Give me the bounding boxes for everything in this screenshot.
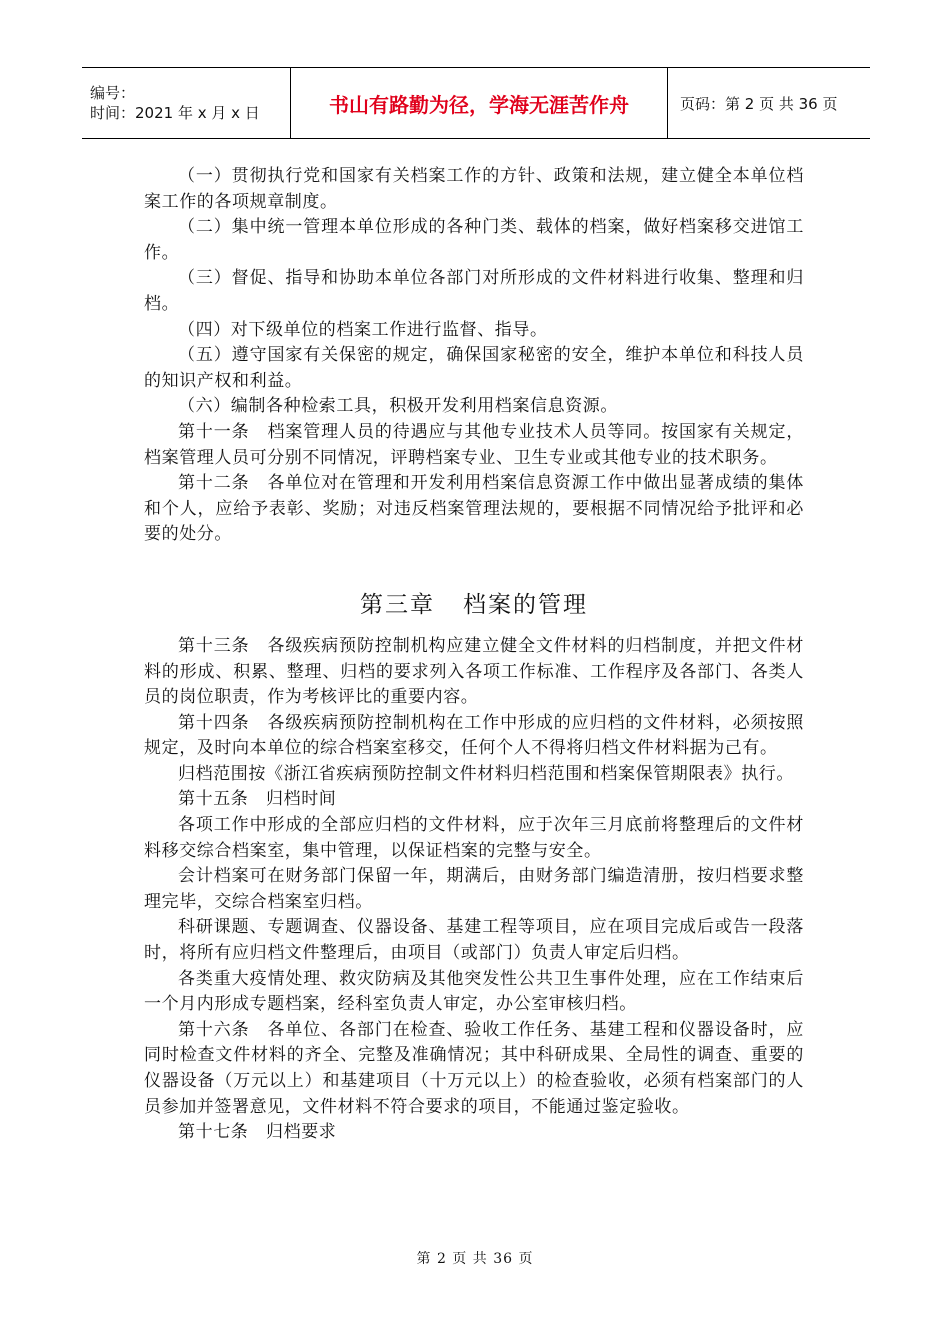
paragraph: （一）贯彻执行党和国家有关档案工作的方针、政策和法规，建立健全本单位档案工作的各项规章制度。	[144, 166, 804, 212]
chapter-number: 第三章	[360, 591, 435, 618]
chapter-heading	[144, 588, 804, 622]
paragraph: （四）对下级单位的档案工作进行监督、指导。	[178, 319, 548, 340]
paragraph: 第十六条 各单位、各部门在检查、验收工作任务、基建工程和仪器设备时，应同时检查文件材料的齐全、完整及准确情况；其中科研成果、全局性的调查、重要的仪器设备（万元以上）和基建项目（十万元以上）的检查验收，必须有档案部门的人员参加并签署意见，文件材料不符合要求的项目，不能通过鉴定验收。	[144, 1019, 804, 1117]
paragraph: 第十七条 归档要求	[178, 1122, 337, 1143]
paragraph: 科研课题、专题调查、仪器设备、基建工程等项目，应在项目完成后或告一段落时，将所有应归档文件整理后，由项目（或部门）负责人审定后归档。	[144, 917, 804, 964]
document-date: 时间：2021 年 x 月 x 日	[90, 104, 260, 122]
header-motto: 书山有路勤为径，学海无涯苦作舟	[329, 92, 629, 117]
header-meta	[82, 68, 291, 138]
paragraph: 会计档案可在财务部门保留一年，期满后，由财务部门编造清册，按归档要求整理完毕，交综合档案室归档。	[144, 866, 804, 912]
page-footer: 第 2 页 共 36 页	[416, 1251, 534, 1267]
paragraph: 第十五条 归档时间	[178, 789, 337, 810]
paragraph: （五）遵守国家有关保密的规定，确保国家秘密的安全，维护本单位和科技人员的知识产权和利益。	[144, 345, 804, 391]
header-motto-cell	[291, 68, 668, 138]
paragraph: 第十一条 档案管理人员的待遇应与其他专业技术人员等同。按国家有关规定，档案管理人员可分别不同情况，评聘档案专业、卫生专业或其他专业的技术职务。	[144, 421, 804, 468]
paragraph: （六）编制各种检索工具，积极开发利用档案信息资源。	[178, 396, 618, 417]
paragraph: （二）集中统一管理本单位形成的各种门类、载体的档案，做好档案移交进馆工作。	[144, 217, 804, 263]
paragraph: 第十二条 各单位对在管理和开发利用档案信息资源工作中做出显著成绩的集体和个人，应给予表彰、奖励；对违反档案管理法规的，要根据不同情况给予批评和必要的处分。	[144, 473, 804, 545]
header-page-info: 页码：第 2 页 共 36 页	[680, 94, 838, 113]
paragraph: 各类重大疫情处理、救灾防病及其他突发性公共卫生事件处理，应在工作结束后一个月内形成专题档案，经科室负责人审定，办公室审核归档。	[144, 968, 804, 1015]
paragraph: 各项工作中形成的全部应归档的文件材料，应于次年三月底前将整理后的文件材料移交综合档案室，集中管理，以保证档案的完整与安全。	[144, 815, 804, 861]
document-body	[144, 164, 804, 1146]
page-header	[82, 67, 870, 139]
paragraph: 第十三条 各级疾病预防控制机构应建立健全文件材料的归档制度，并把文件材料的形成、积累、整理、归档的要求列入各项工作标准、工作程序及各部门、各类人员的岗位职责，作为考核评比的重要内容。	[144, 635, 804, 708]
header-page-cell	[668, 68, 870, 138]
paragraph: 归档范围按《浙江省疾病预防控制文件材料归档范围和档案保管期限表》执行。	[178, 763, 794, 784]
paragraph: （三）督促、指导和协助本单位各部门对所形成的文件材料进行收集、整理和归档。	[144, 268, 804, 314]
chapter-title: 档案的管理	[463, 591, 588, 618]
paragraph: 第十四条 各级疾病预防控制机构在工作中形成的应归档的文件材料，必须按照规定，及时向本单位的综合档案室移交，任何个人不得将归档文件材料据为己有。	[144, 712, 804, 759]
document-number-label: 编号：	[90, 84, 136, 102]
